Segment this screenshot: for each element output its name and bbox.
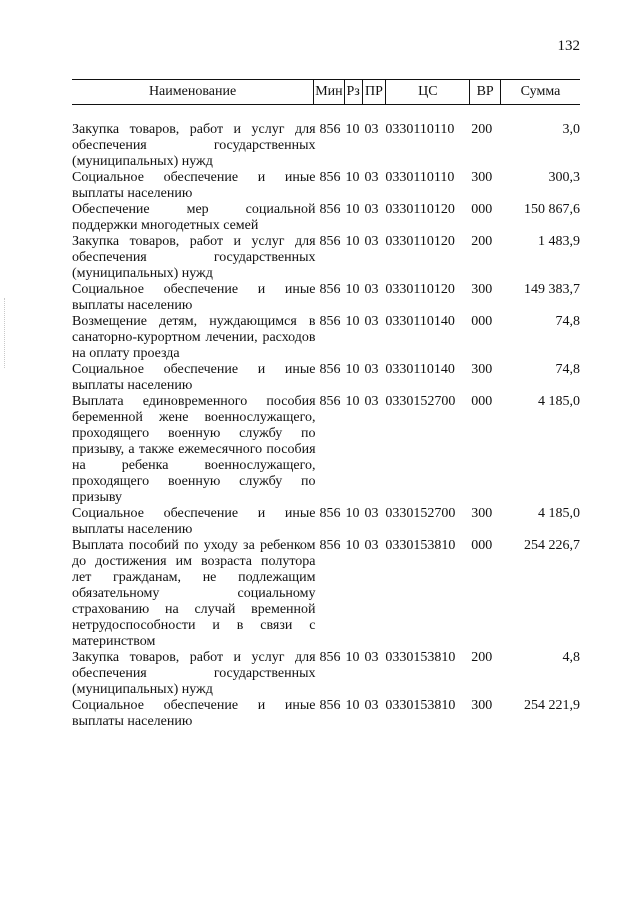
cell-name: Социальное обеспечение и иные выплаты населению <box>72 698 316 729</box>
header-pr: ПР <box>362 80 386 104</box>
cell-min: 856 <box>319 122 341 137</box>
cell-rz: 10 <box>345 202 360 217</box>
cell-pr: 03 <box>364 234 379 249</box>
cell-sum: 74,8 <box>555 362 580 377</box>
table-row <box>72 506 580 538</box>
cell-cs: 0330110140 <box>385 314 455 329</box>
cell-pr: 03 <box>364 314 379 329</box>
header-min: Мин <box>313 80 344 104</box>
cell-vr: 000 <box>471 202 493 217</box>
cell-vr: 300 <box>471 698 493 713</box>
cell-rz: 10 <box>345 538 360 553</box>
cell-vr: 200 <box>471 234 493 249</box>
budget-table <box>72 79 580 730</box>
cell-min: 856 <box>319 170 341 185</box>
cell-rz: 10 <box>345 122 360 137</box>
cell-rz: 10 <box>345 650 360 665</box>
cell-sum: 1 483,9 <box>538 234 580 249</box>
cell-min: 856 <box>319 538 341 553</box>
table-row <box>72 362 580 394</box>
cell-pr: 03 <box>364 170 379 185</box>
table-header <box>72 79 580 105</box>
cell-cs: 0330110120 <box>385 234 455 249</box>
cell-cs: 0330110140 <box>385 362 455 377</box>
table-row <box>72 282 580 314</box>
cell-sum: 254 221,9 <box>524 698 580 713</box>
cell-min: 856 <box>319 394 341 409</box>
cell-name: Социальное обеспечение и иные выплаты населению <box>72 362 316 393</box>
table-row <box>72 170 580 202</box>
cell-rz: 10 <box>345 314 360 329</box>
cell-vr: 200 <box>471 122 493 137</box>
table-row <box>72 122 580 170</box>
cell-name: Социальное обеспечение и иные выплаты населению <box>72 506 316 537</box>
table-row <box>72 698 580 730</box>
cell-sum: 4 185,0 <box>538 394 580 409</box>
cell-rz: 10 <box>345 362 360 377</box>
cell-rz: 10 <box>345 282 360 297</box>
cell-min: 856 <box>319 698 341 713</box>
cell-pr: 03 <box>364 650 379 665</box>
cell-vr: 300 <box>471 506 493 521</box>
cell-pr: 03 <box>364 362 379 377</box>
header-vr: ВР <box>469 80 500 104</box>
cell-pr: 03 <box>364 538 379 553</box>
header-name: Наименование <box>148 84 237 99</box>
header-rz: Рз <box>344 80 362 104</box>
cell-min: 856 <box>319 362 341 377</box>
table-row <box>72 394 580 506</box>
cell-vr: 000 <box>471 314 493 329</box>
cell-sum: 3,0 <box>562 122 580 137</box>
cell-sum: 74,8 <box>555 314 580 329</box>
cell-cs: 0330153810 <box>385 538 456 553</box>
cell-min: 856 <box>319 314 341 329</box>
cell-name: Выплата пособий по уходу за ребенком до достижения им возраста полутора лет гражданам, не подлежащим обязательному социальному страхованию на случай временной нетрудоспособности и в связи с материнством <box>72 538 316 649</box>
cell-cs: 0330152700 <box>385 394 456 409</box>
table-row <box>72 650 580 698</box>
cell-rz: 10 <box>345 170 360 185</box>
cell-name: Закупка товаров, работ и услуг для обеспечения государственных (муниципальных) нужд <box>72 122 316 169</box>
cell-cs: 0330110120 <box>385 202 455 217</box>
cell-vr: 300 <box>471 362 493 377</box>
cell-cs: 0330110110 <box>385 122 455 137</box>
cell-rz: 10 <box>345 506 360 521</box>
cell-rz: 10 <box>345 698 360 713</box>
cell-rz: 10 <box>345 234 360 249</box>
cell-vr: 000 <box>471 538 493 553</box>
table-row <box>72 202 580 234</box>
cell-name: Закупка товаров, работ и услуг для обеспечения государственных (муниципальных) нужд <box>72 650 316 697</box>
cell-vr: 300 <box>471 170 493 185</box>
cell-pr: 03 <box>364 506 379 521</box>
cell-cs: 0330153810 <box>385 650 456 665</box>
cell-min: 856 <box>319 202 341 217</box>
cell-pr: 03 <box>364 698 379 713</box>
cell-pr: 03 <box>364 394 379 409</box>
table-row <box>72 314 580 362</box>
scan-margin-mark <box>4 298 6 368</box>
cell-pr: 03 <box>364 202 379 217</box>
cell-pr: 03 <box>364 122 379 137</box>
table-body <box>72 122 580 730</box>
cell-name: Социальное обеспечение и иные выплаты населению <box>72 282 316 313</box>
cell-vr: 300 <box>471 282 493 297</box>
cell-vr: 200 <box>471 650 493 665</box>
cell-rz: 10 <box>345 394 360 409</box>
cell-sum: 4,8 <box>562 650 580 665</box>
cell-cs: 0330153810 <box>385 698 456 713</box>
cell-name: Выплата единовременного пособия беременной жене военнослужащего, проходящего военную службу по призыву, а также ежемесячного пособия на ребенка военнослужащего, проходящего военную службу по призыву <box>72 394 316 505</box>
table-row <box>72 538 580 650</box>
cell-cs: 0330110120 <box>385 282 455 297</box>
cell-sum: 150 867,6 <box>524 202 580 217</box>
cell-pr: 03 <box>364 282 379 297</box>
cell-cs: 0330152700 <box>385 506 456 521</box>
cell-min: 856 <box>319 650 341 665</box>
header-sum: Сумма <box>500 80 580 104</box>
cell-sum: 4 185,0 <box>538 506 580 521</box>
header-cs: ЦС <box>385 80 469 104</box>
cell-name: Возмещение детям, нуждающимся в санаторно-курортном лечении, расходов на оплату проезда <box>72 314 316 361</box>
cell-cs: 0330110110 <box>385 170 455 185</box>
page-number: 132 <box>557 38 580 54</box>
cell-min: 856 <box>319 234 341 249</box>
cell-min: 856 <box>319 506 341 521</box>
cell-min: 856 <box>319 282 341 297</box>
cell-sum: 254 226,7 <box>524 538 580 553</box>
cell-vr: 000 <box>471 394 493 409</box>
cell-name: Закупка товаров, работ и услуг для обеспечения государственных (муниципальных) нужд <box>72 234 316 281</box>
cell-sum: 149 383,7 <box>524 282 580 297</box>
cell-name: Социальное обеспечение и иные выплаты населению <box>72 170 316 201</box>
cell-name: Обеспечение мер социальной поддержки многодетных семей <box>72 202 316 233</box>
cell-sum: 300,3 <box>548 170 580 185</box>
table-row <box>72 234 580 282</box>
